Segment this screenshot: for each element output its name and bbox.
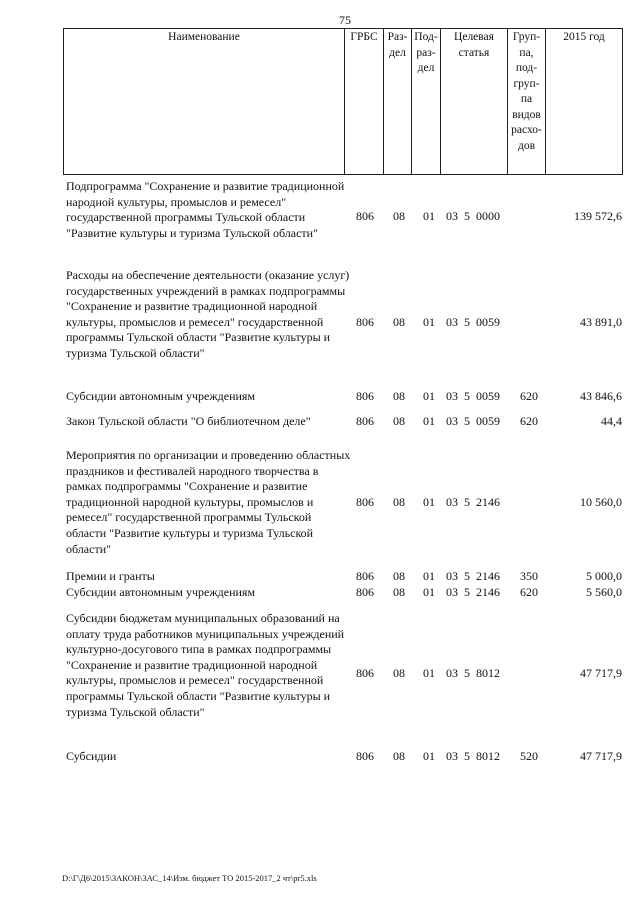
table-row [0,611,640,739]
row-vid: 620 [520,414,538,428]
row-name: Субсидии автономным учреждениям [66,585,256,599]
row-podrazdel: 01 [423,414,435,428]
row-razdel: 08 [393,414,405,428]
row-grbs: 806 [356,209,374,223]
header-year: 2015 год [563,31,605,43]
row-target: 03 5 8012 [446,666,500,680]
row-razdel: 08 [393,569,405,583]
table-row [0,389,640,406]
row-grbs: 806 [356,585,374,599]
row-podrazdel: 01 [423,495,435,509]
row-grbs: 806 [356,389,374,403]
row-target: 03 5 0059 [446,315,500,329]
header-podrazdel: Под- раз- дел [414,31,438,74]
row-razdel: 08 [393,666,405,680]
row-sum: 43 846,6 [580,389,622,403]
row-vid: 620 [520,389,538,403]
row-name: Закон Тульской области "О библиотечном деле" [66,414,311,428]
footer-file-path: D:\Г\Д6\2015\ЗАКОН\ЗАС_14\Изм. бюджет ТО 2015-2017_2 чт\pr5.xls [62,873,317,883]
header-vid: Груп- па, под- груп- па видов расхо- дов [511,31,542,152]
header-grbs: ГРБС [350,31,378,43]
row-podrazdel: 01 [423,666,435,680]
row-name: Подпрограмма "Сохранение и развитие традиционной народной культуры, промыслов и ремесел" государственной программы Тульской области "Развитие культуры и туризма Тульской области" [66,179,345,240]
row-sum: 47 717,9 [580,749,622,763]
row-sum: 43 891,0 [580,315,622,329]
row-grbs: 806 [356,666,374,680]
header-razdel: Раз- дел [387,31,408,59]
header-divider [622,28,623,175]
row-sum: 44,4 [601,414,622,428]
row-target: 03 5 0059 [446,414,500,428]
row-name: Премии и гранты [66,569,155,583]
row-grbs: 806 [356,495,374,509]
row-podrazdel: 01 [423,315,435,329]
table-row [0,448,640,560]
header-divider [344,28,345,175]
row-name: Расходы на обеспечение деятельности (оказание услуг) государственных учреждений в рамках подпрограммы "Сохранение и развитие традиционной народной культуры, промыслов и ремесел" государственной программы Тульской области "Развитие культуры и туризма Тульской области" [66,268,350,360]
row-razdel: 08 [393,209,405,223]
row-target: 03 5 8012 [446,749,500,763]
row-name: Мероприятия по организации и проведению областных праздников и фестивалей народного творчества в рамках подпрограммы "Сохранение и развитие традиционной народной культуры, промыслов и ремесел" государственной программы Тульской области "Развитие культуры и туризма Тульской области" [66,448,351,556]
row-name: Субсидии [66,749,117,763]
row-vid: 520 [520,749,538,763]
row-razdel: 08 [393,585,405,599]
row-grbs: 806 [356,315,374,329]
row-razdel: 08 [393,389,405,403]
row-target: 03 5 0000 [446,209,500,223]
row-podrazdel: 01 [423,749,435,763]
header-target: Целевая статья [454,31,494,59]
table-row [0,585,640,602]
row-sum: 10 560,0 [580,495,622,509]
row-vid: 350 [520,569,538,583]
header-name: Наименование [168,31,240,43]
row-sum: 47 717,9 [580,666,622,680]
table-row [0,749,640,766]
row-podrazdel: 01 [423,569,435,583]
row-razdel: 08 [393,495,405,509]
row-name: Субсидии бюджетам муниципальных образований на оплату труда работников муниципальных учреждений культурно-досугового типа в рамках подпрограммы "Сохранение и развитие традиционной народной культуры, промыслов и ремесел" государственной программы Тульской области "Развитие культуры и туризма Тульской области" [66,611,345,719]
header-divider [63,28,64,175]
header-bottom-border [63,174,623,175]
row-target: 03 5 2146 [446,495,500,509]
row-podrazdel: 01 [423,389,435,403]
table-row [0,268,640,380]
row-razdel: 08 [393,315,405,329]
row-target: 03 5 2146 [446,585,500,599]
row-razdel: 08 [393,749,405,763]
row-sum: 139 572,6 [574,209,622,223]
row-target: 03 5 2146 [446,569,500,583]
table-row [0,414,640,431]
header-divider [545,28,546,175]
table-header [63,28,623,175]
table-row [0,569,640,586]
row-vid: 620 [520,585,538,599]
row-podrazdel: 01 [423,209,435,223]
row-grbs: 806 [356,749,374,763]
row-podrazdel: 01 [423,585,435,599]
row-target: 03 5 0059 [446,389,500,403]
row-sum: 5 560,0 [586,585,622,599]
table-row [0,179,640,259]
page-number: 75 [339,13,351,27]
row-name: Субсидии автономным учреждениям [66,389,256,403]
row-grbs: 806 [356,414,374,428]
row-sum: 5 000,0 [586,569,622,583]
header-top-border [63,28,623,29]
row-grbs: 806 [356,569,374,583]
